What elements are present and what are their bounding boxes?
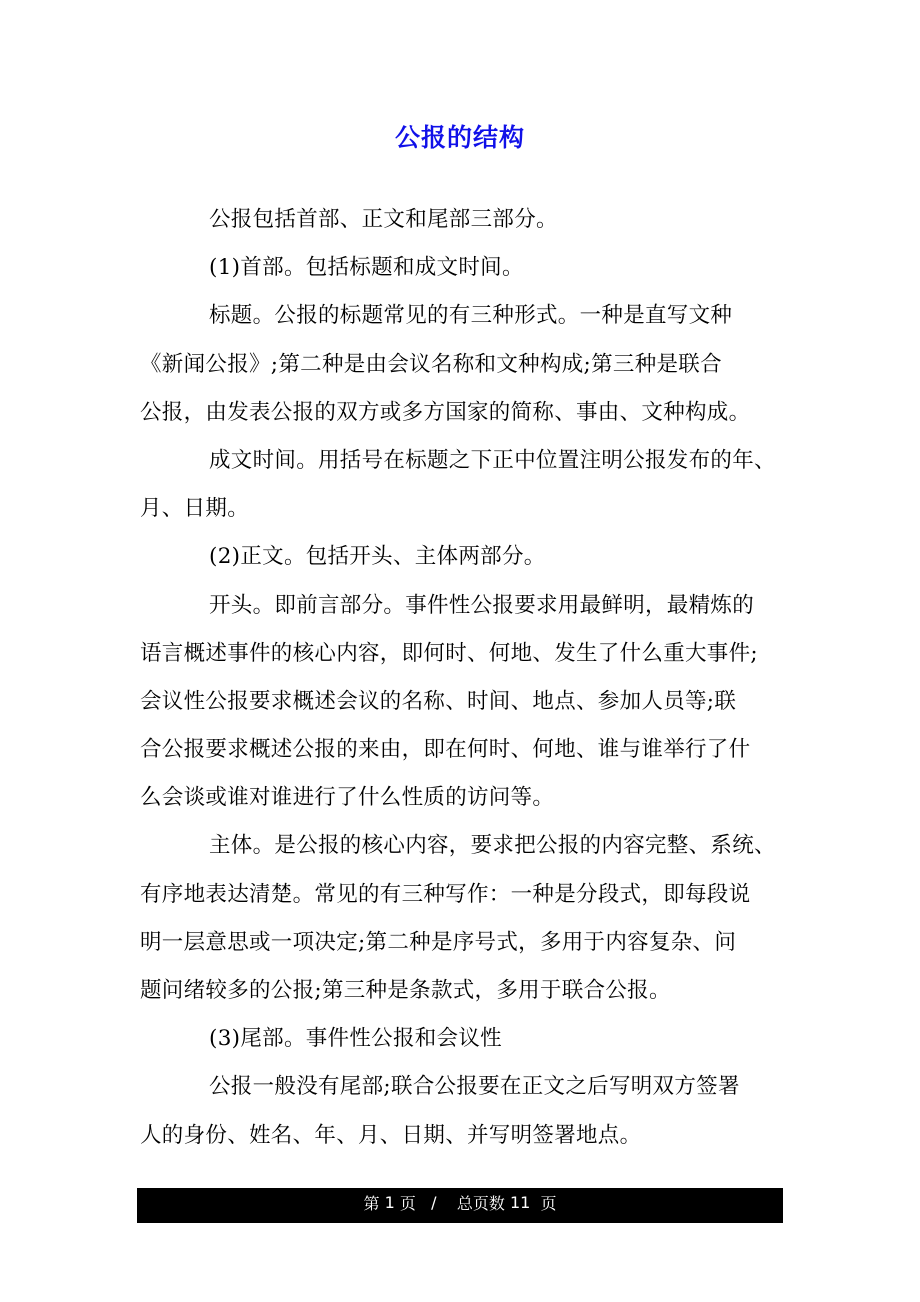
paragraph-line: 公报，由发表公报的双方或多方国家的简称、事由、文种构成。 (140, 399, 751, 425)
paragraph-line: 主体。是公报的核心内容，要求把公报的内容完整、系统、 (209, 833, 776, 859)
paragraph-line: (1)首部。包括标题和成文时间。 (209, 255, 524, 281)
paragraph (140, 1019, 790, 1067)
footer-page-prefix: 第 (363, 1194, 385, 1213)
paragraph (140, 296, 790, 441)
paragraph-line: 么会谈或谁对谁进行了什么性质的访问等。 (140, 785, 555, 811)
paragraph-line: 语言概述事件的核心内容，即何时、何地、发生了什么重大事件; (140, 640, 758, 666)
paragraph (140, 586, 790, 827)
paragraph (140, 826, 790, 1019)
footer-separator: / (415, 1193, 457, 1212)
paragraph (140, 200, 790, 248)
paragraph-line: 明一层意思或一项决定;第二种是序号式，多用于内容复杂、问 (140, 929, 737, 955)
footer-page-number: 1 (384, 1193, 395, 1212)
paragraph-line: 成文时间。用括号在标题之下正中位置注明公报发布的年、 (209, 447, 776, 473)
footer-total-suffix: 页 (530, 1194, 557, 1213)
paragraph-line: 《新闻公报》;第二种是由会议名称和文种构成;第三种是联合 (140, 351, 722, 377)
paragraph-line: 公报包括首部、正文和尾部三部分。 (209, 207, 558, 232)
paragraph-line: 标题。公报的标题常见的有三种形式。一种是直写文种 (209, 303, 733, 329)
paragraph (140, 537, 790, 585)
paragraph-line: 人的身份、姓名、年、月、日期、并写明签署地点。 (140, 1122, 642, 1148)
page-footer (137, 1188, 783, 1223)
paragraph-line: (2)正文。包括开头、主体两部分。 (209, 544, 546, 570)
paragraph-line: 合公报要求概述公报的来由，即在何时、何地、谁与谁举行了什 (140, 737, 751, 763)
paragraph-line: 月、日期。 (140, 496, 250, 522)
footer-total-pages: 11 (509, 1193, 531, 1212)
paragraph-line: 公报一般没有尾部;联合公报要在正文之后写明双方签署 (209, 1074, 740, 1100)
paragraph (140, 441, 790, 537)
document-body (140, 200, 790, 1164)
paragraph-line: 题问绪较多的公报;第三种是条款式，多用于联合公报。 (140, 978, 671, 1003)
paragraph-line: 开头。即前言部分。事件性公报要求用最鲜明，最精炼的 (209, 592, 755, 618)
footer-page-suffix: 页 (394, 1194, 416, 1213)
paragraph-line: (3)尾部。事件性公报和会议性 (209, 1026, 502, 1052)
footer-total-prefix: 总页数 (456, 1194, 510, 1213)
paragraph-line: 有序地表达清楚。常见的有三种写作：一种是分段式，即每段说 (140, 881, 751, 907)
paragraph (140, 248, 790, 296)
paragraph-line: 会议性公报要求概述会议的名称、时间、地点、参加人员等;联 (140, 688, 737, 714)
document-title: 公报的结构 (394, 123, 525, 152)
paragraph (140, 1067, 790, 1163)
